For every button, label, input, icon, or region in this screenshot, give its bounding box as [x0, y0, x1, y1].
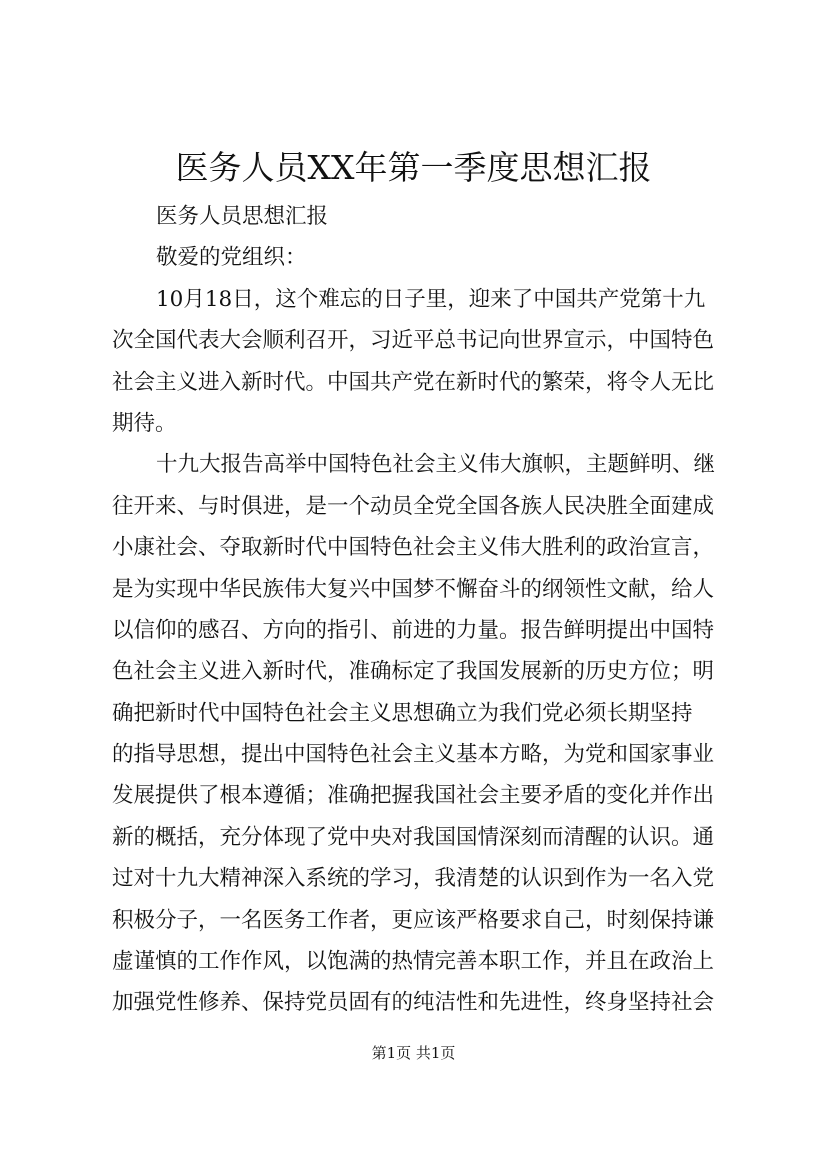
body-line: 往开来、与时俱进，是一个动员全党全国各族人民决胜全面建成 [112, 493, 715, 519]
body-line: 医务人员思想汇报 [156, 204, 329, 229]
body-line: 敬爱的党组织： [156, 245, 307, 271]
body-line: 小康社会、夺取新时代中国特色社会主义伟大胜利的政治宣言， [112, 535, 715, 561]
body-line: 10月18日，这个难忘的日子里，迎来了中国共产党第十九 [156, 286, 706, 312]
body-line: 社会主义进入新时代。中国共产党在新时代的繁荣，将令人无比 [112, 369, 715, 395]
body-line: 积极分子，一名医务工作者，更应该严格要求自己，时刻保持谦 [112, 907, 715, 933]
body-line: 期待。 [112, 410, 177, 436]
body-line: 次全国代表大会顺利召开，习近平总书记向世界宣示，中国特色 [112, 328, 715, 354]
body-line: 以信仰的感召、方向的指引、前进的力量。报告鲜明提出中国特 [112, 617, 715, 643]
body-line: 过对十九大精神深入系统的学习，我清楚的认识到作为一名入党 [112, 866, 715, 892]
body-line: 发展提供了根本遵循；准确把握我国社会主要矛盾的变化并作出 [112, 783, 715, 809]
body-line: 加强党性修养、保持党员固有的纯洁性和先进性，终身坚持社会 [112, 990, 715, 1016]
body-line: 虚谨慎的工作作风，以饱满的热情完善本职工作，并且在政治上 [112, 949, 715, 975]
document-title: 医务人员XX年第一季度思想汇报 [175, 148, 652, 187]
body-line: 是为实现中华民族伟大复兴中国梦不懈奋斗的纲领性文献，给人 [112, 576, 715, 602]
document-body [112, 196, 724, 1024]
body-line: 色社会主义进入新时代，准确标定了我国发展新的历史方位；明 [112, 659, 715, 685]
body-line: 新的概括，充分体现了党中央对我国国情深刻而清醒的认识。通 [112, 824, 715, 850]
page-number-footer: 第1页 共1页 [371, 1044, 456, 1062]
body-line: 十九大报告高举中国特色社会主义伟大旗帜，主题鲜明、继 [156, 452, 716, 478]
body-line: 确把新时代中国特色社会主义思想确立为我们党必须长期坚持 [112, 700, 693, 726]
body-line: 的指导思想，提出中国特色社会主义基本方略，为党和国家事业 [112, 742, 715, 768]
